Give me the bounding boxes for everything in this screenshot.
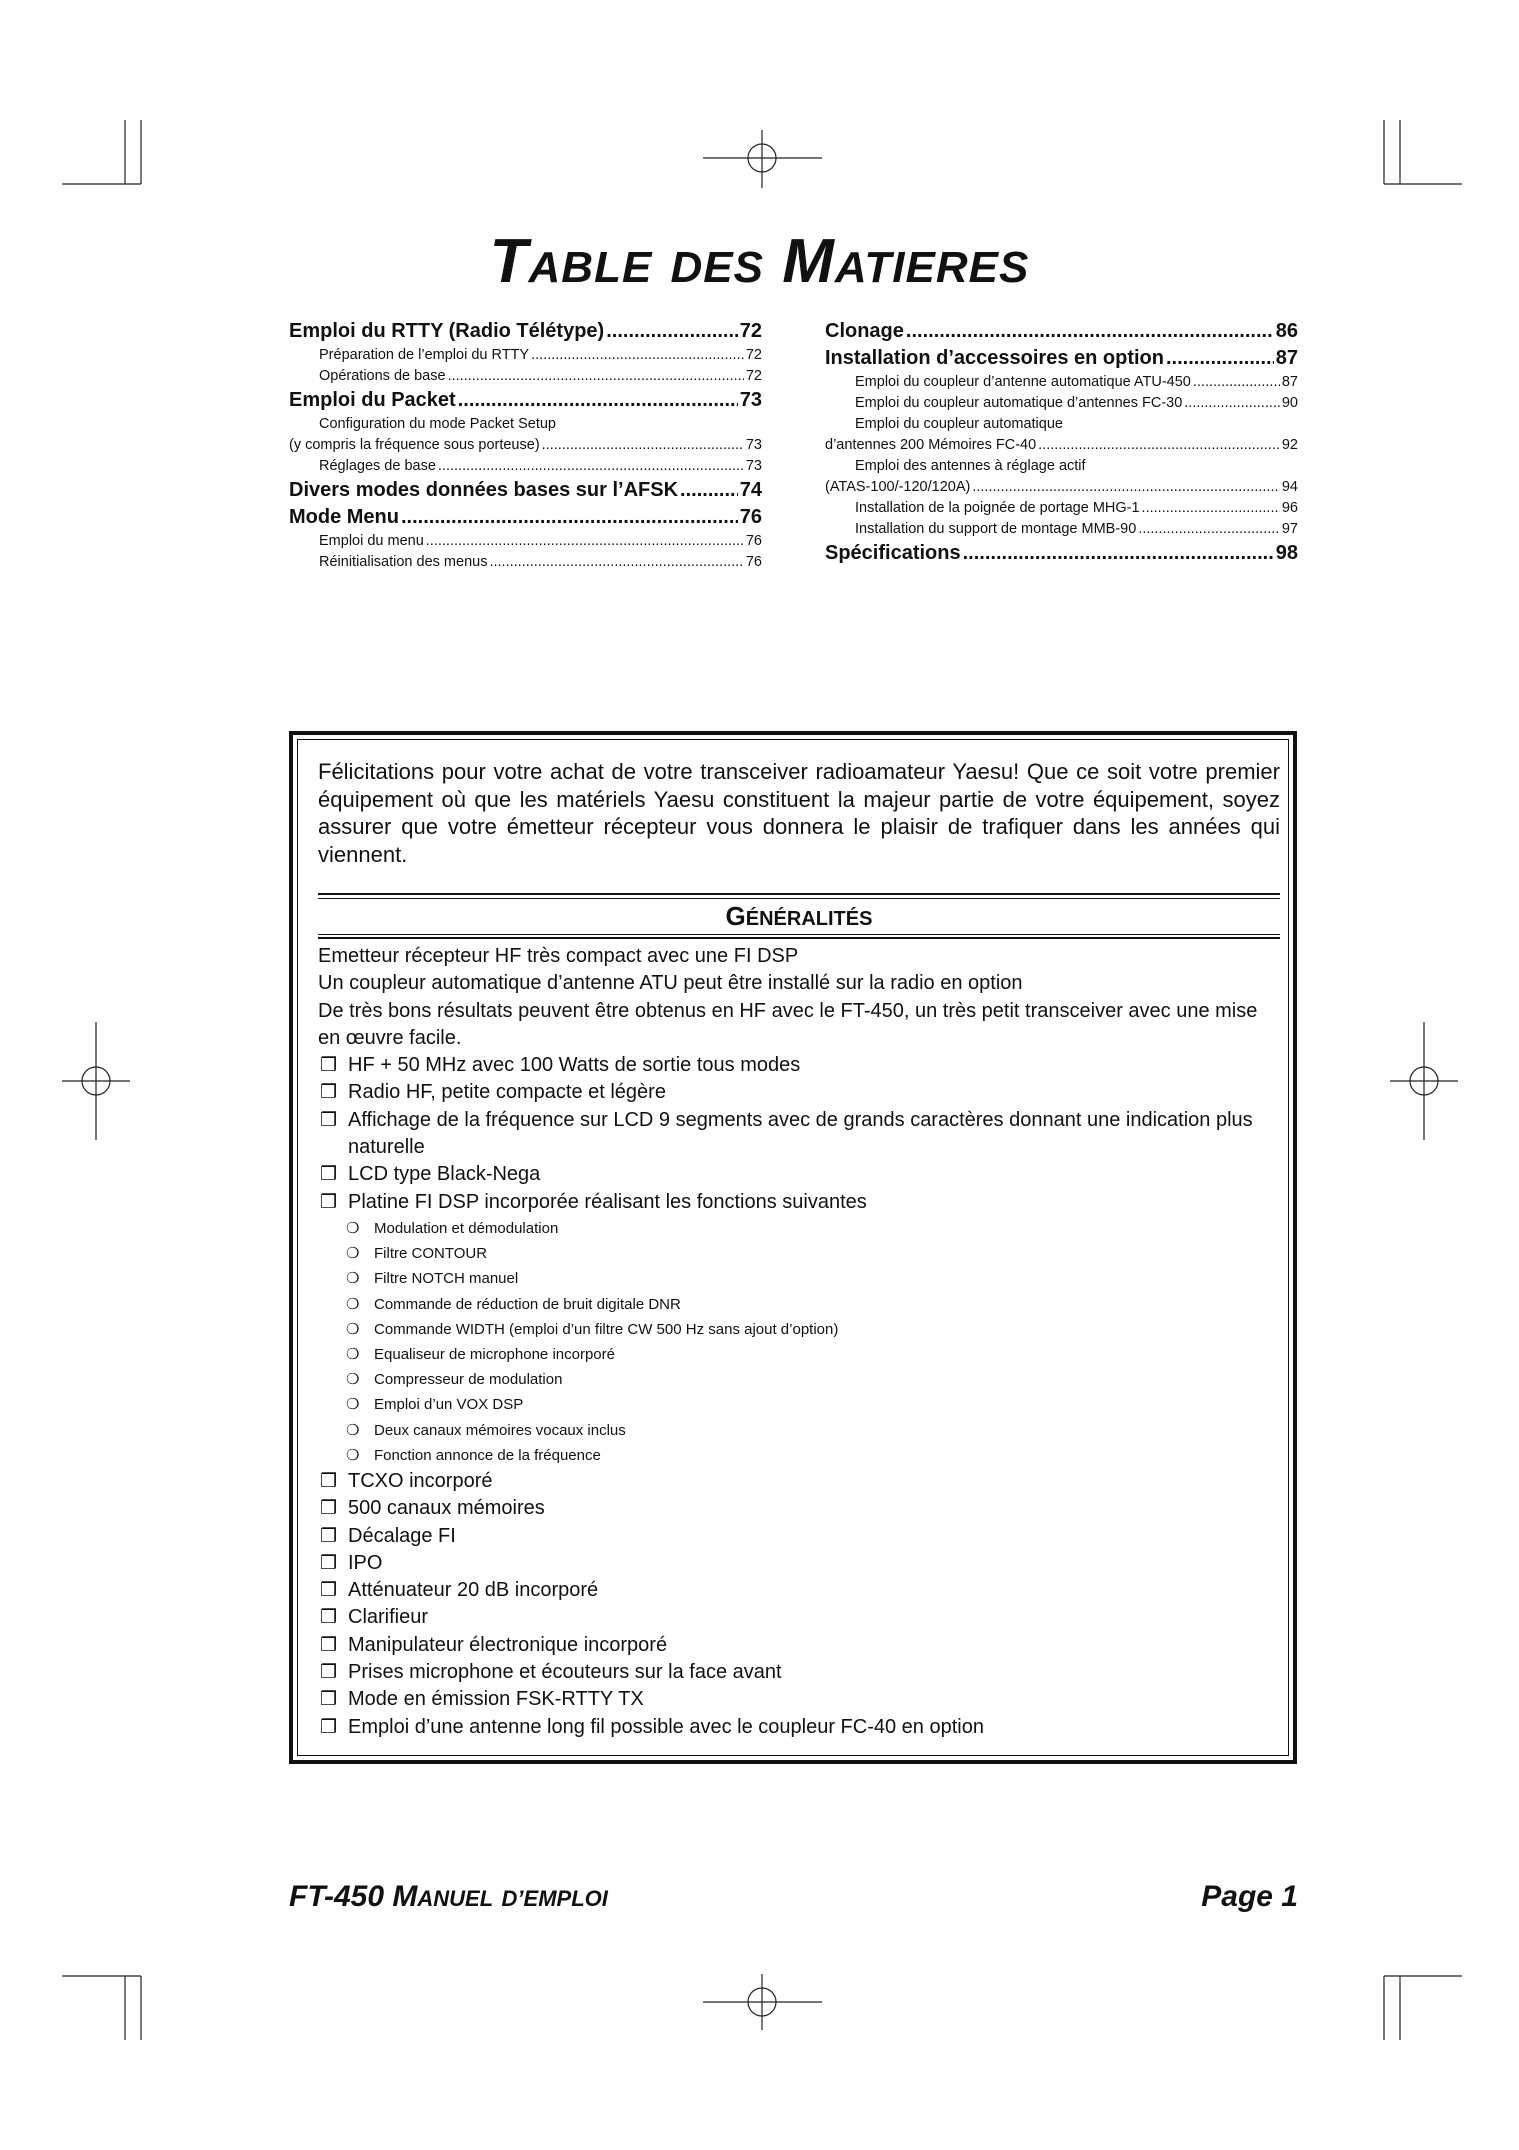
toc-entry	[289, 456, 762, 477]
toc-entry-page: 72	[745, 368, 762, 384]
toc-entry-label: Réglages de base	[319, 458, 436, 474]
toc-entry-page: 72	[739, 320, 762, 342]
feature-text: Emploi d’un VOX DSP	[374, 1396, 524, 1414]
feature-line	[318, 998, 1280, 1053]
toc-left-column	[289, 318, 762, 573]
feature-subitem	[318, 1317, 1280, 1342]
circle-bullet-icon: ❍	[346, 1446, 360, 1464]
toc-entry-label: Clonage	[825, 320, 904, 342]
section-initial: G	[725, 901, 746, 931]
registration-mark-bottom	[703, 1974, 822, 2030]
feature-item	[318, 1577, 1280, 1604]
circle-bullet-icon: ❍	[346, 1245, 360, 1263]
feature-text: Filtre NOTCH manuel	[374, 1270, 519, 1288]
feature-text: Atténuateur 20 dB incorporé	[348, 1579, 599, 1602]
checkbox-icon: ❒	[320, 1689, 338, 1711]
toc-entry-page: 76	[745, 533, 762, 549]
toc-entry	[289, 435, 762, 456]
toc-entry-page: 74	[739, 479, 762, 501]
toc-entry-label: Réinitialisation des menus	[319, 554, 488, 570]
toc-entry-label: Installation de la poignée de portage MHG-1	[855, 500, 1140, 516]
circle-bullet-icon: ❍	[346, 1270, 360, 1288]
toc-entry	[289, 414, 762, 435]
intro-paragraph: Félicitations pour votre achat de votre transceiver radioamateur Yaesu! Que ce soit votre premier équipement où que les matériels Yaesu constituent la majeur partie de votre équipement, soyez assurer que votre émetteur récepteur vous donnera le plaisir de trafiquer dans les années qui viennent.	[318, 759, 1280, 867]
toc-leader-dots	[1038, 435, 1280, 456]
feature-text: Affichage de la fréquence sur LCD 9 segments avec de grands caractères donnant une indication plus naturelle	[348, 1108, 1253, 1159]
feature-item	[318, 1659, 1280, 1686]
toc-entry-label: Emploi du menu	[319, 533, 424, 549]
toc-entry-page: 73	[745, 437, 762, 453]
toc-entry-label: (y compris la fréquence sous porteuse)	[289, 437, 540, 453]
toc-leader-dots	[963, 540, 1274, 567]
footer-manual-tail: D’EMPLOI	[501, 1886, 608, 1911]
page-title	[0, 226, 1519, 297]
features-box-inner	[297, 739, 1289, 1756]
registration-mark-right	[1390, 1022, 1458, 1140]
toc-entry-label: Mode Menu	[289, 506, 399, 528]
feature-text: Un coupleur automatique d’antenne ATU peut être installé sur la radio en option	[318, 972, 1023, 995]
section-title	[318, 900, 1280, 935]
feature-text: HF + 50 MHz avec 100 Watts de sortie tous modes	[348, 1054, 801, 1077]
toc-entry	[825, 393, 1298, 414]
checkbox-icon: ❒	[320, 1164, 338, 1186]
feature-item	[318, 1468, 1280, 1495]
feature-subitem	[318, 1266, 1280, 1291]
toc-leader-dots	[1142, 498, 1280, 519]
feature-item	[318, 1714, 1280, 1741]
registration-mark-top	[703, 130, 822, 188]
toc-entry-page: 96	[1281, 500, 1298, 516]
checkbox-icon: ❒	[320, 1055, 338, 1077]
toc-entry	[825, 456, 1298, 477]
feature-item	[318, 1189, 1280, 1216]
toc-entry	[825, 372, 1298, 393]
checkbox-icon: ❒	[320, 1498, 338, 1520]
toc-entry	[289, 477, 762, 504]
toc-entry-page: 86	[1275, 320, 1298, 342]
feature-text: Emetteur récepteur HF très compact avec une FI DSP	[318, 945, 799, 967]
toc-entry-page: 76	[745, 554, 762, 570]
toc-entry-page: 92	[1281, 437, 1298, 453]
toc-leader-dots	[438, 456, 744, 477]
toc-entry-label: Emploi du coupleur automatique d’antennes FC-30	[855, 395, 1183, 411]
feature-text: Platine FI DSP incorporée réalisant les fonctions suivantes	[348, 1190, 867, 1213]
feature-text: Manipulateur électronique incorporé	[348, 1633, 668, 1656]
toc-entry-label: Divers modes données bases sur l’AFSK	[289, 479, 679, 501]
checkbox-icon: ❒	[320, 1662, 338, 1684]
feature-text: Commande WIDTH (emploi d’un filtre CW 500 Hz sans ajout d’option)	[374, 1320, 839, 1338]
feature-text: Mode en émission FSK-RTTY TX	[348, 1688, 644, 1711]
feature-text: Equaliseur de microphone incorporé	[374, 1345, 615, 1363]
feature-text: Deux canaux mémoires vocaux inclus	[374, 1421, 626, 1439]
toc-entry	[289, 366, 762, 387]
feature-text: 500 canaux mémoires	[348, 1497, 545, 1520]
toc-entry	[825, 519, 1298, 540]
toc-entry-page: 90	[1281, 395, 1298, 411]
checkbox-icon: ❒	[320, 1109, 338, 1131]
checkbox-icon: ❒	[320, 1580, 338, 1602]
toc-entry-page: 94	[1281, 479, 1298, 495]
feature-subitem	[318, 1367, 1280, 1392]
toc-entry	[289, 504, 762, 531]
feature-subitem	[318, 1241, 1280, 1266]
feature-line	[318, 943, 1280, 970]
feature-subitem	[318, 1216, 1280, 1241]
toc-leader-dots	[1138, 519, 1280, 540]
toc-entry	[825, 435, 1298, 456]
circle-bullet-icon: ❍	[346, 1295, 360, 1313]
toc-entry	[289, 345, 762, 366]
title-word: DES	[670, 243, 765, 292]
toc-leader-dots	[542, 435, 744, 456]
toc-entry-page: 97	[1281, 521, 1298, 537]
section-rest: ÉNÉRALITÉS	[745, 908, 873, 930]
feature-item	[318, 1107, 1280, 1162]
toc-leader-dots	[1193, 372, 1280, 393]
toc-entry-label: Installation du support de montage MMB-90	[855, 521, 1137, 537]
title-word: ABLE	[528, 243, 653, 292]
toc-leader-dots	[972, 477, 1280, 498]
toc-leader-dots	[680, 477, 738, 504]
toc-entry-label: (ATAS-100/-120/120A)	[825, 479, 971, 495]
toc-entry	[289, 531, 762, 552]
toc-entry-label: Emploi du Packet	[289, 389, 456, 411]
toc-entry-page: 98	[1275, 542, 1298, 564]
section-rule-top	[318, 893, 1280, 899]
feature-subitem	[318, 1392, 1280, 1417]
feature-text: TCXO incorporé	[348, 1470, 493, 1492]
toc-leader-dots	[401, 504, 738, 531]
feature-text: Commande de réduction de bruit digitale DNR	[374, 1295, 681, 1313]
checkbox-icon: ❒	[320, 1552, 338, 1574]
toc-entry	[825, 477, 1298, 498]
feature-item	[318, 1495, 1280, 1522]
toc-entry-label: Opérations de base	[319, 368, 446, 384]
toc-entry	[825, 318, 1298, 345]
circle-bullet-icon: ❍	[346, 1396, 360, 1414]
checkbox-icon: ❒	[320, 1471, 338, 1492]
toc-right-column	[825, 318, 1298, 567]
feature-item	[318, 1604, 1280, 1631]
registration-mark-left	[62, 1022, 130, 1140]
feature-item	[318, 1161, 1280, 1188]
feature-item	[318, 1632, 1280, 1659]
toc-entry	[289, 318, 762, 345]
circle-bullet-icon: ❍	[346, 1421, 360, 1439]
circle-bullet-icon: ❍	[346, 1371, 360, 1389]
toc-entry-page: 87	[1281, 374, 1298, 390]
feature-subitem	[318, 1342, 1280, 1367]
toc-entry	[825, 345, 1298, 372]
toc-entry-label: Emploi du coupleur d’antenne automatique ATU-450	[855, 374, 1191, 390]
toc-entry-label: Emploi du RTTY (Radio Télétype)	[289, 320, 605, 342]
toc-entry-page: 72	[745, 347, 762, 363]
feature-text: IPO	[348, 1551, 383, 1574]
features-box	[289, 731, 1297, 1764]
feature-text: Prises microphone et écouteurs sur la face avant	[348, 1661, 782, 1684]
feature-subitem	[318, 1443, 1280, 1468]
toc-leader-dots	[1184, 393, 1280, 414]
checkbox-icon: ❒	[320, 1607, 338, 1629]
checkbox-icon: ❒	[320, 1634, 338, 1656]
section-rule-bottom	[318, 934, 1280, 939]
footer-model: FT-450	[289, 1880, 385, 1913]
checkbox-icon: ❒	[320, 1191, 338, 1213]
feature-subitem	[318, 1292, 1280, 1317]
toc-entry-page: 76	[739, 506, 762, 528]
feature-item	[318, 1550, 1280, 1577]
toc-entry-label: Spécifications	[825, 542, 961, 564]
feature-item	[318, 1079, 1280, 1106]
checkbox-icon: ❒	[320, 1716, 338, 1738]
feature-text: Clarifieur	[348, 1606, 429, 1629]
feature-text: LCD type Black-Nega	[348, 1163, 541, 1186]
title-initial: T	[489, 227, 529, 296]
checkbox-icon: ❒	[320, 1082, 338, 1104]
toc-leader-dots	[448, 366, 744, 387]
feature-item	[318, 1052, 1280, 1079]
checkbox-icon: ❒	[320, 1525, 338, 1547]
toc-entry-page: 73	[739, 389, 762, 411]
circle-bullet-icon: ❍	[346, 1320, 360, 1338]
toc-entry-label: Emploi du coupleur automatique	[855, 416, 1063, 432]
toc-entry	[825, 540, 1298, 567]
toc-entry	[825, 414, 1298, 435]
toc-entry-label: Préparation de l’emploi du RTTY	[319, 347, 530, 363]
toc-entry-label: Installation d’accessoires en option	[825, 347, 1164, 369]
feature-line	[318, 970, 1280, 997]
title-word: ATIERES	[834, 243, 1030, 292]
toc-entry-page: 73	[745, 458, 762, 474]
toc-entry-page: 87	[1275, 347, 1298, 369]
feature-item	[318, 1523, 1280, 1550]
feature-text: De très bons résultats peuvent être obtenus en HF avec le FT-450, un très petit transceiver avec une mise en œuvre facile.	[318, 999, 1258, 1049]
feature-item	[318, 1686, 1280, 1713]
footer-manual-word: ANUEL	[417, 1886, 494, 1911]
circle-bullet-icon: ❍	[346, 1345, 360, 1363]
toc-leader-dots	[426, 531, 744, 552]
feature-subitem	[318, 1418, 1280, 1443]
toc-entry-label: d’antennes 200 Mémoires FC-40	[825, 437, 1037, 453]
toc-leader-dots	[1166, 345, 1274, 372]
toc-leader-dots	[458, 387, 738, 414]
footer-manual-initial: M	[392, 1880, 418, 1913]
toc-entry	[289, 552, 762, 573]
toc-entry-label: Emploi des antennes à réglage actif	[855, 458, 1086, 474]
features-list	[318, 943, 1280, 1741]
title-initial: M	[782, 227, 835, 296]
feature-text: Filtre CONTOUR	[374, 1245, 488, 1263]
toc-leader-dots	[606, 318, 738, 345]
feature-text: Décalage FI	[348, 1524, 456, 1547]
toc-entry	[289, 387, 762, 414]
feature-text: Fonction annonce de la fréquence	[374, 1446, 601, 1464]
toc-entry-label: Configuration du mode Packet Setup	[319, 416, 556, 432]
toc-entry	[825, 498, 1298, 519]
circle-bullet-icon: ❍	[346, 1219, 360, 1237]
footer-page-number: Page 1	[1201, 1880, 1298, 1913]
feature-text: Radio HF, petite compacte et légère	[348, 1081, 666, 1104]
footer-manual-title	[289, 1880, 608, 1914]
feature-text: Emploi d’une antenne long fil possible avec le coupleur FC-40 en option	[348, 1715, 984, 1738]
toc-leader-dots	[906, 318, 1274, 345]
toc-leader-dots	[531, 345, 744, 366]
feature-text: Compresseur de modulation	[374, 1371, 563, 1389]
toc-leader-dots	[489, 552, 743, 573]
feature-text: Modulation et démodulation	[374, 1219, 559, 1237]
